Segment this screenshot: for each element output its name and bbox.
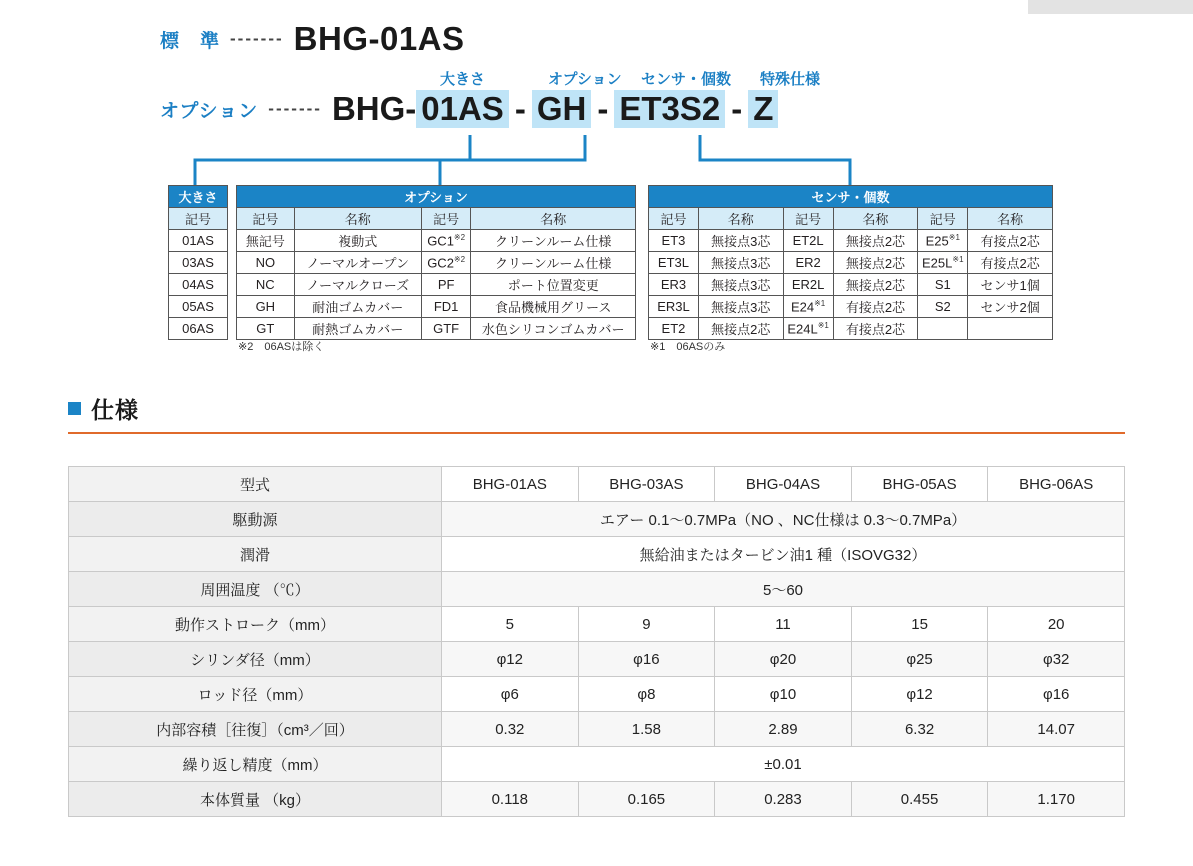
sensor-table (648, 185, 1053, 340)
size-table (168, 185, 228, 340)
sensor-col-header: 名称 (833, 208, 918, 230)
option-code-special: Z (748, 90, 778, 128)
sensor-table-note: ※1 06ASのみ (650, 341, 726, 353)
option-cell-symbol: NO (237, 252, 295, 274)
sensor-cell: 無接点3芯 (698, 296, 783, 318)
size-table-header: 記号 (169, 208, 228, 230)
sensor-cell: 有接点2芯 (968, 252, 1053, 274)
sensor-cell: ER3L (649, 296, 699, 318)
spec-cell: 1.170 (988, 782, 1125, 817)
option-code-option: GH (532, 90, 592, 128)
option-cell-symbol2: GC1$^{※2}$ (421, 230, 471, 252)
option-table-row (237, 318, 636, 340)
sensor-cell: 無接点2芯 (698, 318, 783, 340)
option-code-dash1: - (514, 90, 526, 127)
spec-col-header: 型式 (69, 467, 442, 502)
option-code-row (160, 90, 778, 128)
option-table-title: オプション (237, 186, 636, 208)
spec-cell: φ10 (715, 677, 852, 712)
sensor-cell: ET2L (783, 230, 833, 252)
spec-cell: 2.89 (715, 712, 852, 747)
spec-table-row (69, 607, 1125, 642)
spec-row-label: 周囲温度 （℃） (69, 572, 442, 607)
spec-row-label: 内部容積［往復］（cm³／回） (69, 712, 442, 747)
option-cell-symbol: 無記号 (237, 230, 295, 252)
option-table-row (237, 296, 636, 318)
spec-cell: 1.58 (578, 712, 715, 747)
option-cell-name: ノーマルオープン (294, 252, 421, 274)
sensor-table-row (649, 274, 1053, 296)
sensor-cell: ET3L (649, 252, 699, 274)
heading-rule (68, 432, 1125, 434)
spec-cell: 11 (715, 607, 852, 642)
spec-cell: 6.32 (851, 712, 988, 747)
spec-row-label: 駆動源 (69, 502, 442, 537)
sensor-cell: 無接点2芯 (833, 252, 918, 274)
option-table-note: ※2 06ASは除く (238, 341, 325, 353)
sensor-cell: $E25L^{※1}$ (918, 252, 968, 274)
sensor-cell: ET3 (649, 230, 699, 252)
sensor-table-title: センサ・個数 (649, 186, 1053, 208)
sensor-cell: 無接点2芯 (833, 274, 918, 296)
option-col-header: 記号 (421, 208, 471, 230)
spec-cell: 0.165 (578, 782, 715, 817)
option-cell-name: 耐熱ゴムカバー (294, 318, 421, 340)
spec-col-header: BHG-04AS (715, 467, 852, 502)
spec-table-row (69, 677, 1125, 712)
option-table (236, 185, 636, 340)
spec-col-header: BHG-05AS (851, 467, 988, 502)
option-cell-symbol: NC (237, 274, 295, 296)
option-cell-name2: ポート位置変更 (471, 274, 636, 296)
standard-code: BHG-01AS (293, 20, 465, 57)
spec-col-header: BHG-03AS (578, 467, 715, 502)
option-table-row (237, 274, 636, 296)
sensor-cell: 有接点2芯 (833, 318, 918, 340)
size-row: 06AS (169, 318, 228, 340)
option-code-prefix: BHG- (331, 90, 417, 127)
spec-cell: 9 (578, 607, 715, 642)
spec-cell: 15 (851, 607, 988, 642)
tag-sensor: センサ・個数 (641, 71, 732, 88)
sensor-cell: ER2L (783, 274, 833, 296)
spec-col-header: BHG-06AS (988, 467, 1125, 502)
sensor-col-header: 記号 (649, 208, 699, 230)
sensor-cell: センサ2個 (968, 296, 1053, 318)
sensor-cell: S1 (918, 274, 968, 296)
spec-row-label: 潤滑 (69, 537, 442, 572)
option-cell-symbol2: GC2$^{※2}$ (421, 252, 471, 274)
option-table-row (237, 252, 636, 274)
spec-cell: φ12 (442, 642, 579, 677)
sensor-cell: ER2 (783, 252, 833, 274)
spec-table (68, 466, 1125, 817)
standard-code-row (160, 20, 465, 58)
option-cell-name2: クリーンルーム仕様 (471, 252, 636, 274)
spec-cell: φ16 (578, 642, 715, 677)
sensor-cell: 有接点2芯 (968, 230, 1053, 252)
spec-table-row (69, 712, 1125, 747)
spec-cell: φ8 (578, 677, 715, 712)
sensor-cell: ET2 (649, 318, 699, 340)
option-code-size: 01AS (416, 90, 509, 128)
sensor-table-row (649, 296, 1053, 318)
option-col-header: 名称 (471, 208, 636, 230)
spec-heading-text: 仕様 (91, 397, 139, 423)
option-code-dash3: - (731, 90, 743, 127)
spec-table-row (69, 642, 1125, 677)
spec-col-header: BHG-01AS (442, 467, 579, 502)
sensor-cell: E25$^{※1}$ (918, 230, 968, 252)
spec-table-header-row (69, 467, 1125, 502)
option-dots: ------- (268, 99, 322, 118)
sensor-table-row (649, 230, 1053, 252)
spec-row-label: 動作ストローク（mm） (69, 607, 442, 642)
option-cell-symbol2: FD1 (421, 296, 471, 318)
tag-option: オプション (548, 71, 622, 88)
size-row: 01AS (169, 230, 228, 252)
spec-table-row (69, 537, 1125, 572)
spec-row-label: 本体質量 （kg） (69, 782, 442, 817)
spec-cell: φ20 (715, 642, 852, 677)
size-row: 04AS (169, 274, 228, 296)
spec-table-row (69, 782, 1125, 817)
sensor-cell: E24$^{※1}$ (783, 296, 833, 318)
spec-cell: φ16 (988, 677, 1125, 712)
size-row: 03AS (169, 252, 228, 274)
spec-row-label: ロッド径（mm） (69, 677, 442, 712)
sensor-col-header: 名称 (968, 208, 1053, 230)
option-cell-symbol: GH (237, 296, 295, 318)
option-cell-symbol2: GTF (421, 318, 471, 340)
option-code-dash2: - (597, 90, 609, 127)
spec-row-label: 繰り返し精度（mm） (69, 747, 442, 782)
sensor-cell: 無接点3芯 (698, 230, 783, 252)
option-col-header: 記号 (237, 208, 295, 230)
spec-cell: 14.07 (988, 712, 1125, 747)
sensor-cell (918, 318, 968, 340)
option-label: オプション (160, 100, 259, 122)
option-table-row (237, 230, 636, 252)
size-table-title: 大きさ (169, 186, 228, 208)
spec-cell: φ12 (851, 677, 988, 712)
sensor-cell (968, 318, 1053, 340)
option-cell-name: ノーマルクローズ (294, 274, 421, 296)
spec-table-row (69, 747, 1125, 782)
option-cell-name2: クリーンルーム仕様 (471, 230, 636, 252)
spec-cell: 5 (442, 607, 579, 642)
sensor-cell: 有接点2芯 (833, 296, 918, 318)
option-cell-name: 耐油ゴムカバー (294, 296, 421, 318)
spec-cell: 20 (988, 607, 1125, 642)
option-cell-name2: 食品機械用グリース (471, 296, 636, 318)
standard-dots: ------- (230, 29, 284, 48)
option-cell-name: 複動式 (294, 230, 421, 252)
sensor-cell: 無接点3芯 (698, 252, 783, 274)
size-row: 05AS (169, 296, 228, 318)
spec-cell: 0.283 (715, 782, 852, 817)
spec-row-label: シリンダ径（mm） (69, 642, 442, 677)
spec-table-row (69, 572, 1125, 607)
spec-cell: 0.455 (851, 782, 988, 817)
spec-row-span-value: ±0.01 (442, 747, 1125, 782)
sensor-cell: 無接点2芯 (833, 230, 918, 252)
sensor-cell: センサ1個 (968, 274, 1053, 296)
option-cell-name2: 水色シリコンゴムカバー (471, 318, 636, 340)
square-bullet-icon (68, 402, 81, 415)
tag-size: 大きさ (440, 71, 486, 88)
option-col-header: 名称 (294, 208, 421, 230)
spec-cell: φ6 (442, 677, 579, 712)
sensor-cell: 無接点3芯 (698, 274, 783, 296)
spec-heading (68, 392, 139, 425)
spec-row-span-value: エアー 0.1〜0.7MPa（NO 、NC仕様は 0.3〜0.7MPa） (442, 502, 1125, 537)
option-cell-symbol: GT (237, 318, 295, 340)
sensor-cell: ER3 (649, 274, 699, 296)
option-code-sensor: ET3S2 (614, 90, 725, 128)
spec-table-row (69, 502, 1125, 537)
spec-cell: φ25 (851, 642, 988, 677)
sensor-col-header: 記号 (783, 208, 833, 230)
model-code-block (0, 0, 1193, 370)
option-cell-symbol2: PF (421, 274, 471, 296)
spec-row-span-value: 無給油またはタービン油1 種（ISOVG32） (442, 537, 1125, 572)
sensor-col-header: 記号 (918, 208, 968, 230)
tag-special: 特殊仕様 (760, 71, 821, 88)
sensor-table-row (649, 252, 1053, 274)
spec-cell: 0.118 (442, 782, 579, 817)
sensor-cell: $E24L^{※1}$ (783, 318, 833, 340)
sensor-cell: S2 (918, 296, 968, 318)
sensor-table-row (649, 318, 1053, 340)
standard-label: 標 準 (160, 30, 221, 52)
spec-cell: 0.32 (442, 712, 579, 747)
sensor-col-header: 名称 (698, 208, 783, 230)
spec-row-span-value: 5〜60 (442, 572, 1125, 607)
spec-cell: φ32 (988, 642, 1125, 677)
